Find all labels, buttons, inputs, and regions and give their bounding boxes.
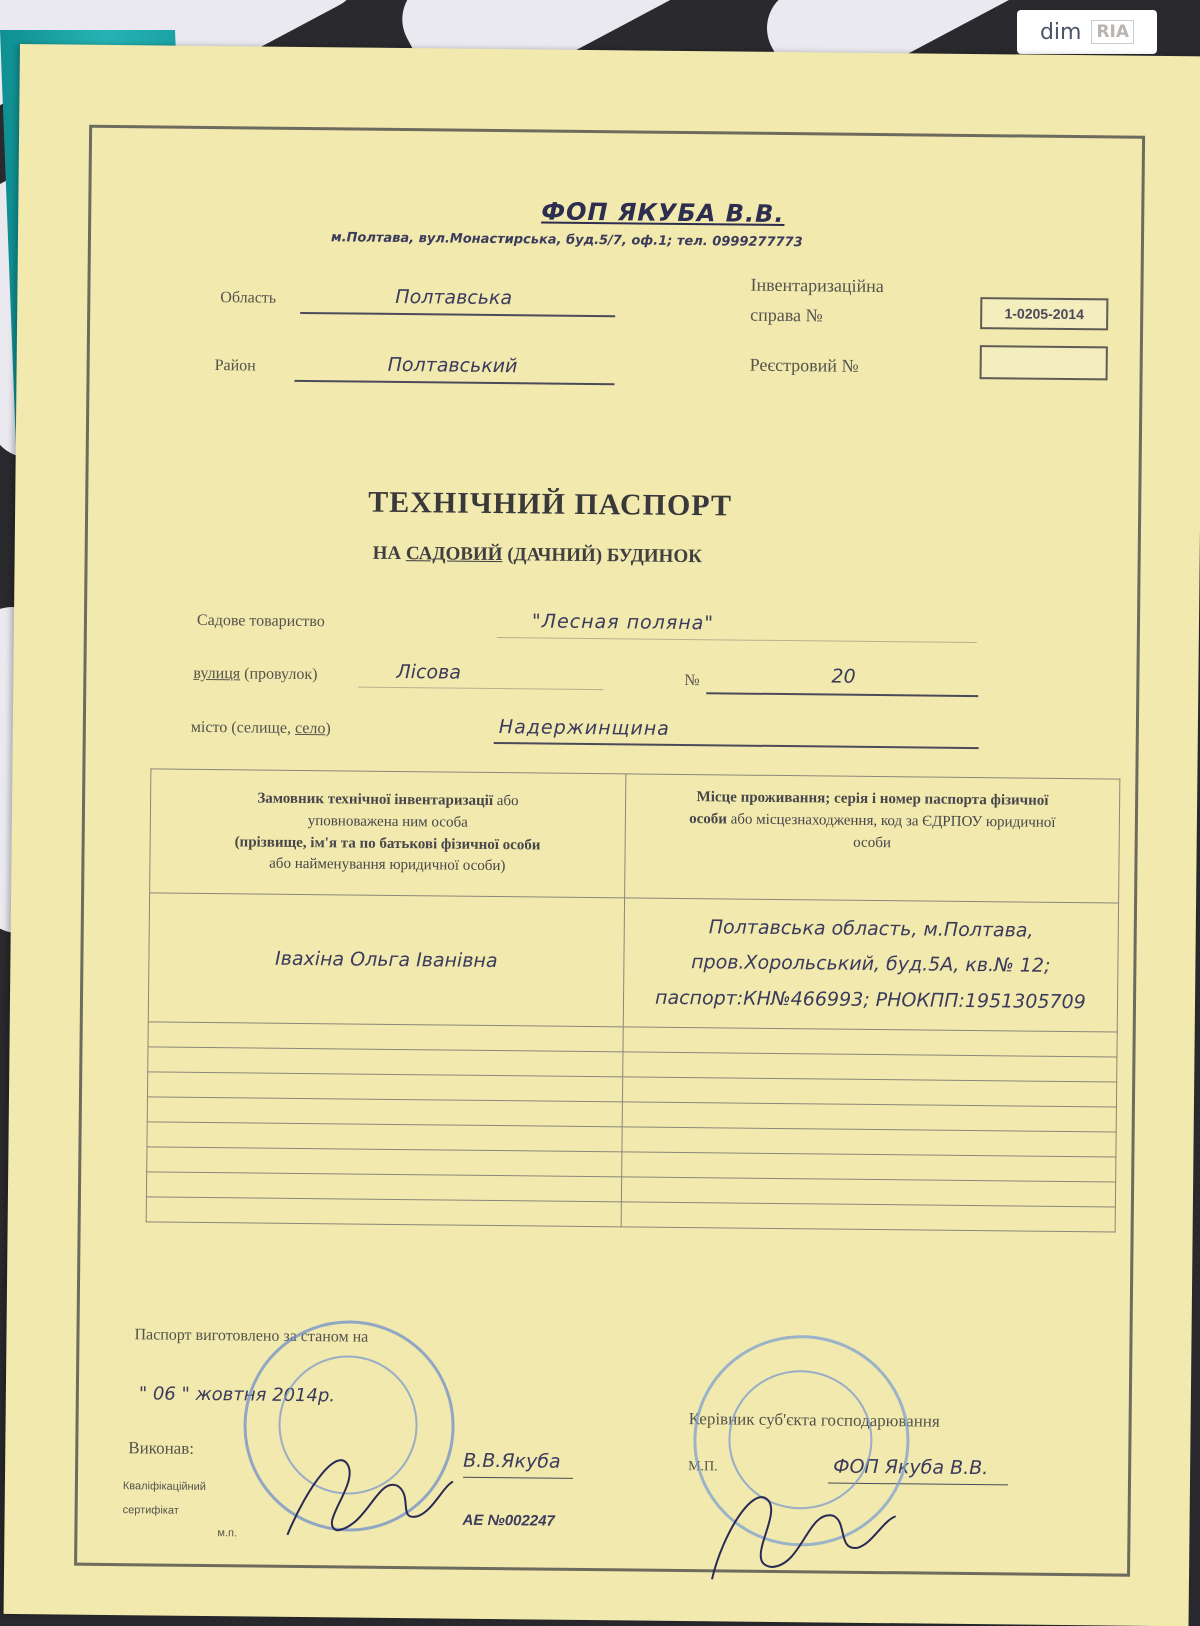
oblast-label: Область	[220, 289, 277, 307]
city-label-selected: село	[294, 719, 326, 738]
table-header-left	[150, 769, 626, 898]
society-underline	[497, 637, 977, 643]
street-label-selected: вулиця	[193, 664, 241, 683]
performer-label: Виконав:	[128, 1438, 195, 1458]
mp-right-label: М.П.	[688, 1459, 718, 1475]
house-number-label: №	[684, 671, 700, 690]
owner-name-cell	[148, 893, 624, 1027]
empty-table-cell	[146, 1197, 621, 1227]
subtitle-selected: САДОВИЙ	[405, 543, 503, 566]
document-frame	[74, 125, 1145, 1577]
header-right-3: особи	[853, 834, 892, 851]
inventory-number-box	[980, 297, 1108, 330]
made-date: " 06 " жовтня 2014р.	[138, 1383, 336, 1407]
city-underline	[494, 742, 979, 749]
raion-value: Полтавський	[387, 353, 518, 378]
header-left-1b: або	[492, 792, 519, 810]
registry-label: Реєстровий №	[749, 354, 859, 376]
head-name: ФОП Якуба В.В.	[833, 1455, 989, 1480]
raion-label: Район	[214, 357, 256, 375]
registry-number-box	[980, 345, 1108, 380]
table-header-right	[624, 774, 1119, 903]
watermark-brand: dim	[1039, 19, 1082, 45]
street-label-rest: (провулок)	[240, 665, 318, 684]
document-subtitle	[373, 543, 702, 568]
society-label: Садове товариство	[196, 611, 325, 631]
header-right-1: Місце проживання; серія і номер паспорта фізичної	[696, 789, 1049, 809]
street-underline	[358, 687, 603, 691]
cert-number: АЕ №002247	[462, 1511, 555, 1530]
header-right-2b: або місцезнаходження, код за ЄДРПОУ юридичної	[726, 811, 1056, 831]
owner-address-cell	[623, 898, 1119, 1032]
performer-name: В.В.Якуба	[463, 1449, 561, 1473]
watermark-logo	[1017, 10, 1157, 54]
header-left-1: Замовник технічної інвентаризації	[257, 790, 494, 809]
watermark-brand-secondary: RIA	[1091, 20, 1134, 44]
owner-address-line-3: паспорт:КН№466993; РНОКПП:1951305709	[654, 986, 1086, 1013]
inventory-label: Інвентаризаційна	[750, 274, 884, 297]
house-number-underline	[706, 692, 978, 697]
oblast-value: Полтавська	[395, 285, 513, 310]
table-row	[148, 893, 1118, 1032]
city-label-a: місто (селище,	[190, 718, 296, 737]
company-address: м.Полтава, вул.Монастирська, буд.5/7, оф.1; тел. 0999277773	[330, 230, 803, 251]
subtitle-prefix: НА	[372, 542, 407, 565]
document-page	[4, 44, 1200, 1626]
company-name: ФОП ЯКУБА В.В.	[541, 197, 785, 229]
mp-left-label: м.п.	[217, 1527, 238, 1540]
head-signature	[697, 1454, 898, 1586]
made-label: Паспорт виготовлено за станом на	[134, 1326, 369, 1346]
inventory-number: 1-0205-2014	[1004, 305, 1085, 323]
document-title: ТЕХНІЧНИЙ ПАСПОРТ	[368, 485, 733, 523]
city-value: Надержинщина	[498, 716, 670, 740]
head-label: Керівник суб'єкта господарювання	[688, 1409, 940, 1431]
owner-name: Івахіна Ольга Іванівна	[274, 947, 498, 973]
owner-address-line-1: Полтавська область, м.Полтава,	[708, 916, 1034, 942]
header-left-4: або найменування юридичної особи)	[269, 855, 506, 875]
owner-table	[146, 768, 1121, 1232]
city-label	[191, 719, 331, 738]
subtitle-suffix: (ДАЧНИЙ) БУДИНОК	[502, 544, 703, 568]
empty-table-cell	[621, 1202, 1115, 1232]
city-label-c: )	[325, 720, 331, 738]
street-label	[193, 665, 317, 684]
table-header-row	[150, 769, 1120, 903]
performer-underline	[463, 1477, 573, 1479]
society-value: "Лесная поляна"	[531, 610, 715, 635]
owner-address-line-2: пров.Хорольський, буд.5А, кв.№ 12;	[691, 951, 1051, 978]
header-left-3: (прізвище, ім'я та по батькові фізичної особи	[234, 833, 541, 853]
inventory-label-2: справа №	[750, 304, 823, 326]
header-left-2: уповноважена ним особа	[307, 812, 468, 831]
header-right-2: особи	[689, 810, 728, 828]
cert-label: Кваліфікаційний	[122, 1480, 206, 1494]
oblast-underline	[300, 312, 615, 317]
street-value: Лісова	[396, 660, 462, 684]
performer-signature	[277, 1425, 458, 1547]
raion-underline	[294, 380, 614, 385]
empty-rows	[146, 1022, 1117, 1232]
cert-label-2: сертифікат	[122, 1504, 179, 1517]
house-number-value: 20	[831, 665, 856, 688]
